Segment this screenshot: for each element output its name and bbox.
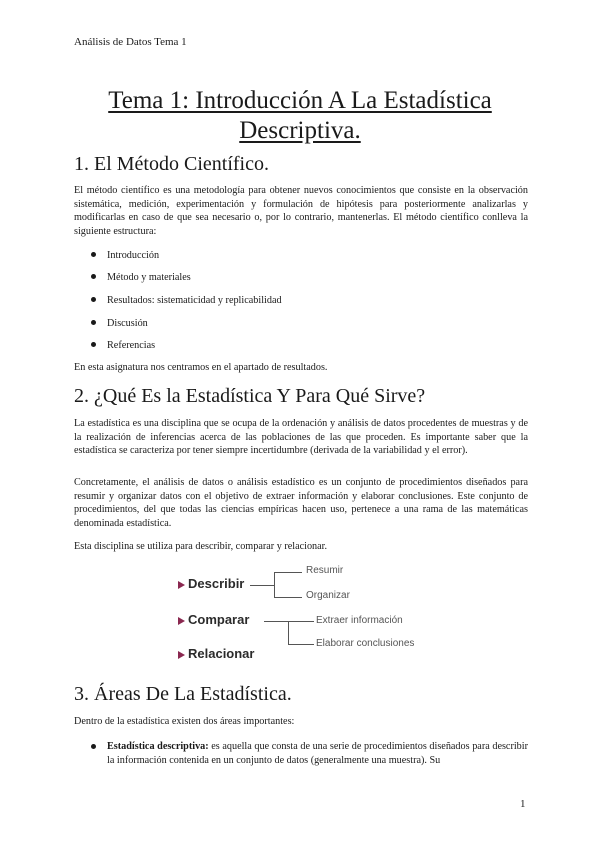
section-1-heading: 1. El Método Científico.: [74, 153, 269, 175]
connector-line: [288, 644, 314, 645]
list-item: [91, 740, 528, 767]
section-2-paragraph-1: La estadística es una disciplina que se ocupa de la ordenación y análisis de datos procedentes de muestras y de la realización de inferencias acerca de las poblaciones de las que proceden. Es importante saber que la estadística se caracteriza por tener siempre incertidumbre (derivada de la variabilidad y el error).: [74, 418, 528, 456]
connector-line: [274, 597, 302, 598]
diagram-resumir: Resumir: [306, 565, 344, 576]
diagram-extraer: Extraer información: [316, 615, 403, 626]
running-header: Análisis de Datos Tema 1: [74, 36, 187, 48]
arrow-icon: [178, 651, 185, 659]
list-item: Método y materiales: [91, 271, 191, 284]
bullet-icon: [91, 744, 96, 749]
list-item: Discusión: [91, 317, 148, 330]
connector-line: [250, 585, 274, 586]
bullet-icon: [91, 252, 96, 257]
section-2-paragraph-2: Concretamente, el análisis de datos o análisis estadístico es un conjunto de procedimientos diseñados para resumir y organizar datos con el objetivo de extraer información y elaborar conclusiones. Este conjunto de procedimientos, del que todas las ciencias empíricas hacen uso, pertenece a una rama de las matemáticas denominada estadística.: [74, 477, 528, 529]
bullet-icon: [91, 320, 96, 325]
definition-term: Estadística descriptiva:: [107, 741, 209, 752]
diagram-organizar: Organizar: [306, 590, 350, 601]
title-line-1: Tema 1: Introducción A La Estadística: [108, 87, 492, 114]
bullet-icon: [91, 342, 96, 347]
diagram-elaborar: Elaborar conclusiones: [316, 638, 415, 649]
connector-line: [274, 572, 275, 598]
connector-line: [288, 621, 289, 645]
title-line-2: Descriptiva.: [239, 117, 361, 144]
arrow-icon: [178, 581, 185, 589]
definition-text: es aquella que consta de una serie de procedimientos diseñados para describir la información contenida en un conjunto de datos (generalmente una muestra). Su: [107, 741, 528, 766]
bullet-icon: [91, 274, 96, 279]
diagram-describir: Describir: [188, 576, 245, 591]
section-3-heading: 3. Áreas De La Estadística.: [74, 683, 292, 705]
connector-line: [288, 621, 314, 622]
bullet-icon: [91, 297, 96, 302]
section-2-heading: 2. ¿Qué Es la Estadística Y Para Qué Sirve?: [74, 385, 426, 407]
list-item: Resultados: sistematicidad y replicabilidad: [91, 294, 282, 307]
page-title: [60, 86, 540, 146]
connector-line: [264, 621, 288, 622]
diagram-comparar: Comparar: [188, 612, 250, 627]
section-3-intro: Dentro de la estadística existen dos áreas importantes:: [74, 716, 295, 727]
describe-compare-relate-diagram: [174, 560, 434, 670]
section-2-paragraph-3: Esta disciplina se utiliza para describir, comparar y relacionar.: [74, 541, 328, 552]
arrow-icon: [178, 617, 185, 625]
list-item: Introducción: [91, 249, 159, 262]
section-1-outro: En esta asignatura nos centramos en el apartado de resultados.: [74, 362, 328, 373]
page-number: 1: [520, 798, 526, 810]
diagram-relacionar: Relacionar: [188, 646, 255, 661]
section-1-intro: El método científico es una metodología para obtener nuevos conocimientos que consiste en la observación sistemática, medición, experimentación y formulación de hipótesis para posteriormente analizarlas y modificarlas en caso de que sea necesario o, por lo contrario, mantenerlas. El método científico conlleva la siguiente estructura:: [74, 185, 528, 237]
connector-line: [274, 572, 302, 573]
list-item: Referencias: [91, 339, 155, 352]
